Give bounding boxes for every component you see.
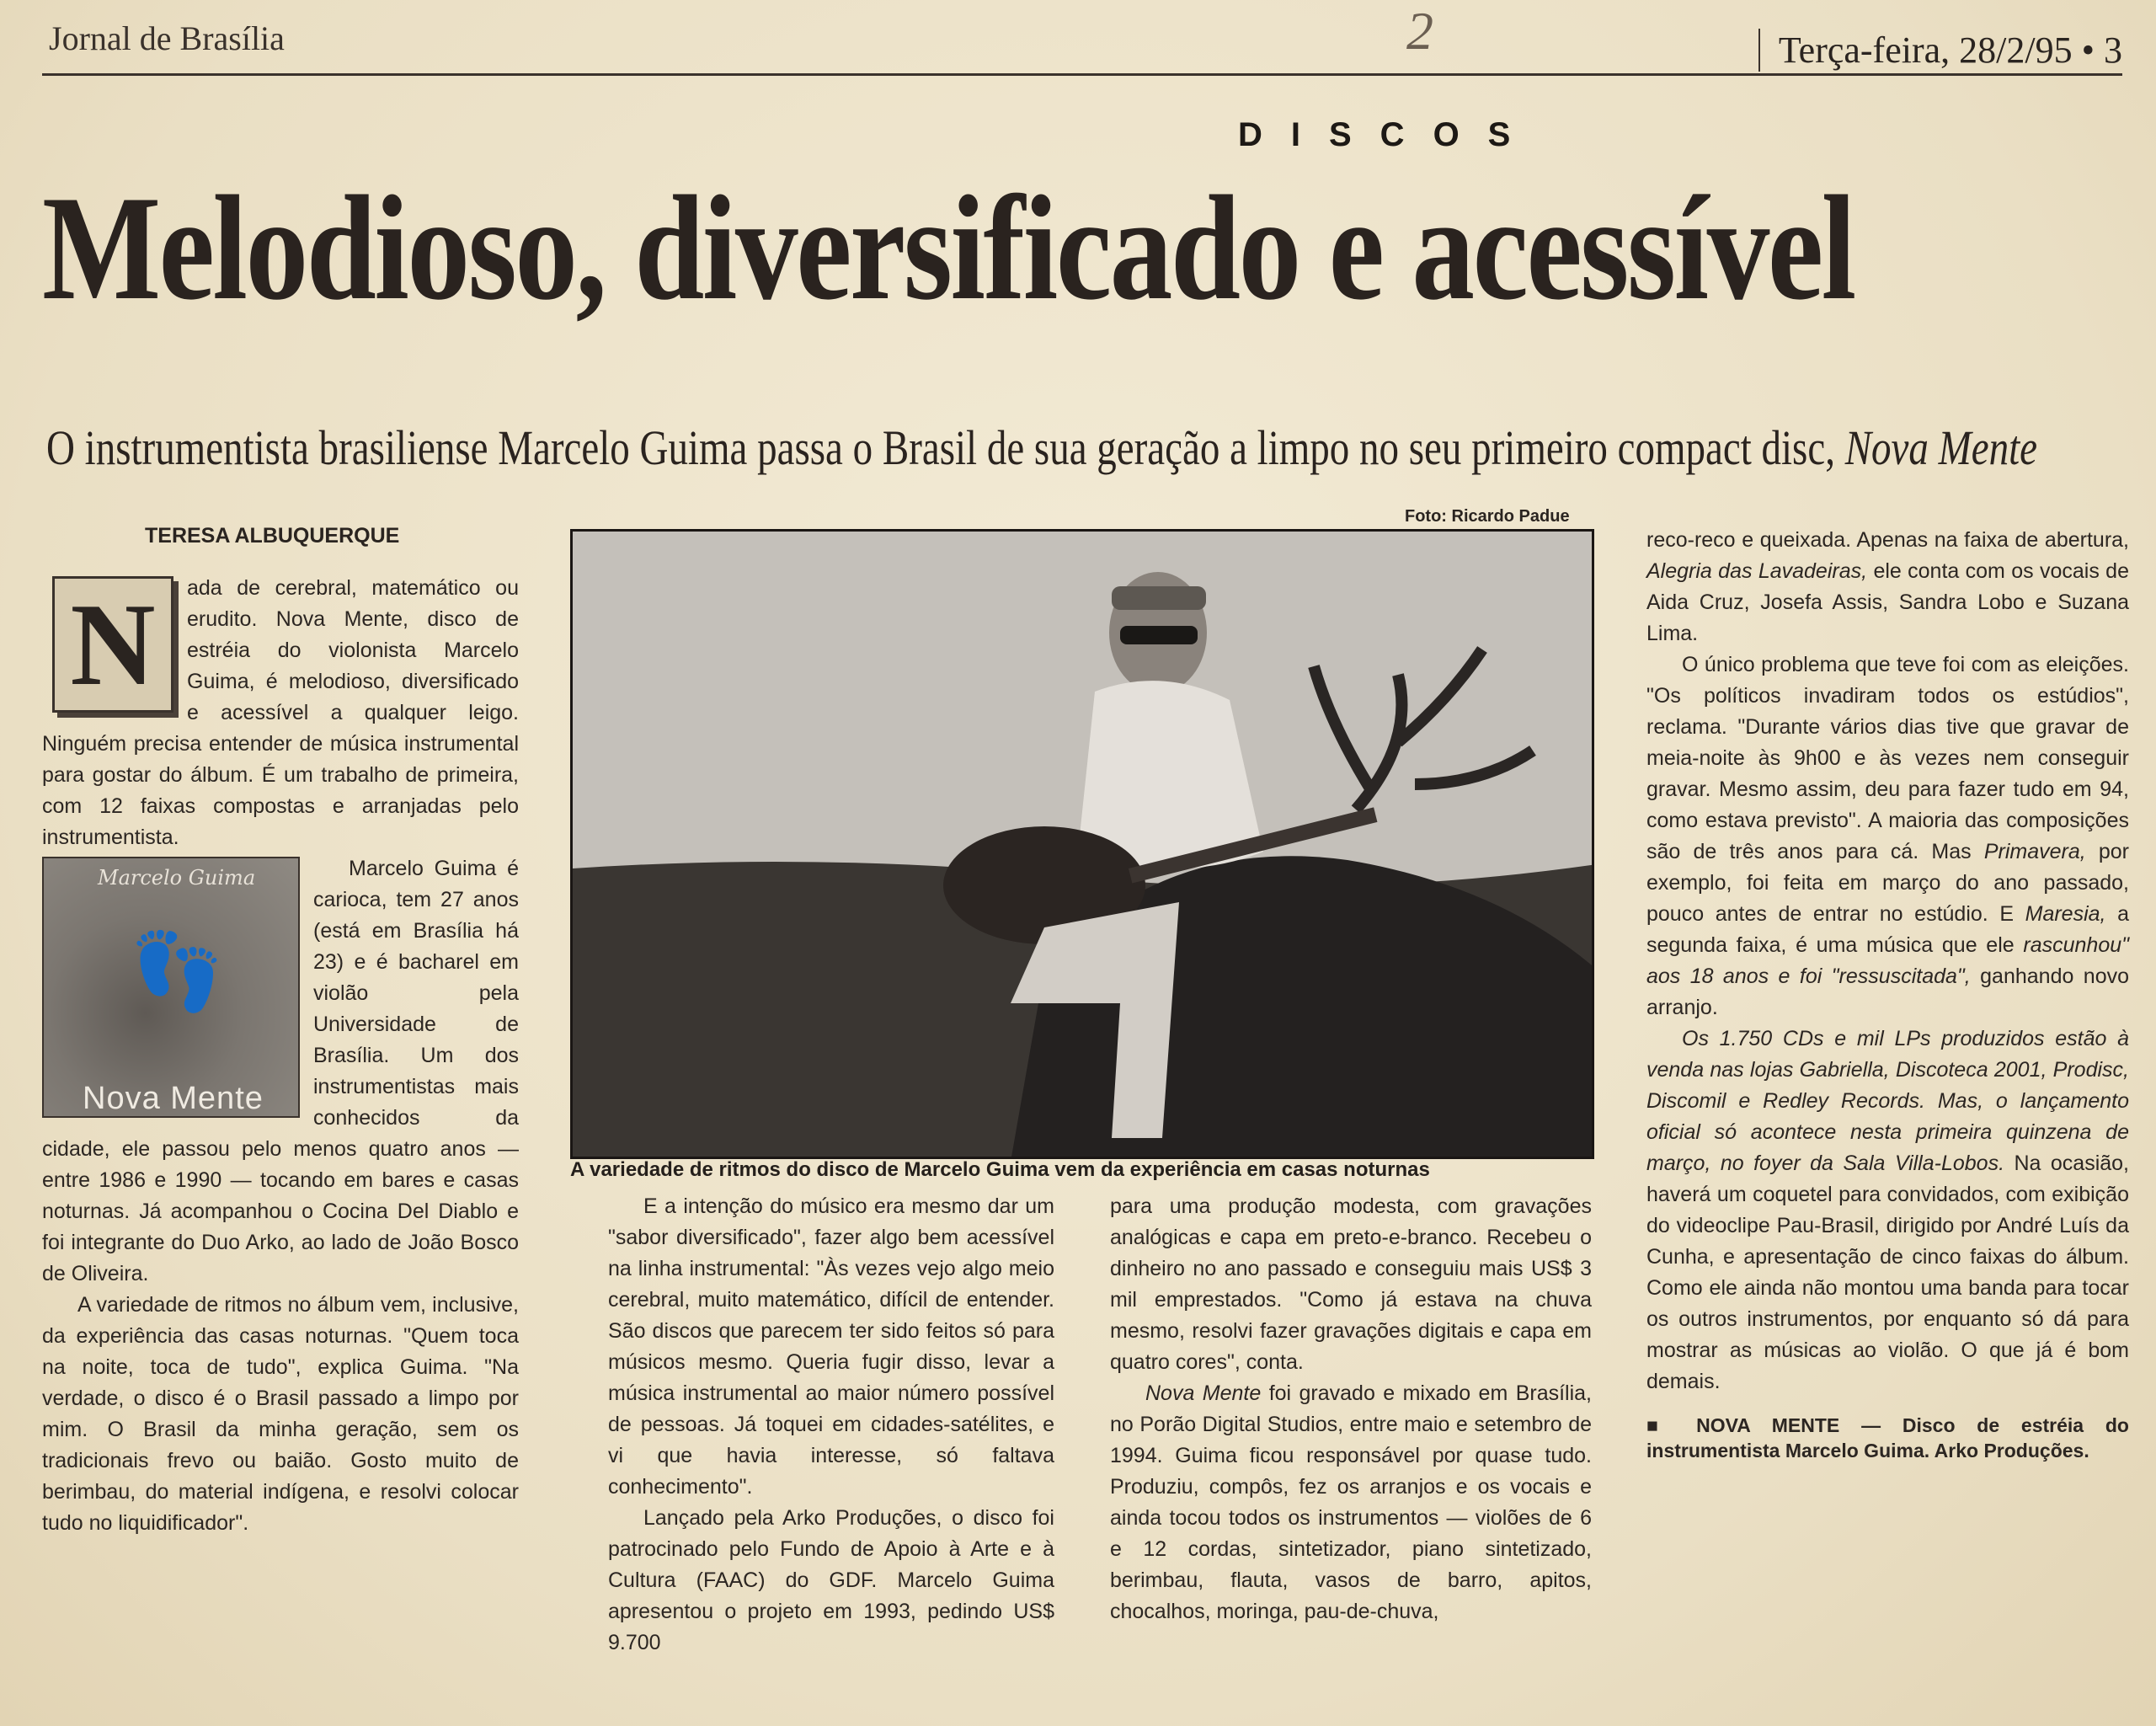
masthead <box>42 0 2122 76</box>
album-cover-image <box>42 857 300 1118</box>
col4-p2-c: a segunda faixa, é uma música que ele <box>1646 902 2130 957</box>
drop-cap: N <box>52 576 173 713</box>
footprint-icon: 👣 <box>130 930 225 1014</box>
musician-photo-illustration <box>573 532 1594 1159</box>
col3-paragraph-2 <box>1110 1378 1592 1627</box>
column-4 <box>1646 525 2129 1463</box>
section-kicker: DISCOS <box>1238 116 1540 153</box>
col4-p2-a: O único problema que teve foi com as eleições. "Os políticos invadiram todos os estúdios", reclama. "Durante vários dias tive que gravar de meia-noite às 9h00 e às vezes nem conseguir gravar. Mesmo assim, deu para fazer tudo em 94, como estava previsto". A maioria das composições são de três anos para cá. Mas <box>1646 653 2129 863</box>
photo-musician-headband <box>1112 586 1206 610</box>
paper-name: Jornal de Brasília <box>49 19 285 57</box>
photo-credit: Foto: Ricardo Padue <box>1405 507 1570 526</box>
subhead-album-title: Nova Mente <box>1844 420 2037 475</box>
col3-paragraph-1: para uma produção modesta, com gravações analógicas e capa em preto-e-branco. Recebeu o dinheiro no ano passado e conseguiu mais US$ 3 mil emprestados. "Como já estava na chuva mesmo, resolvi fazer gravações digitais e capa em quatro cores", conta. <box>1110 1194 1592 1374</box>
col1-paragraph-2-text: Marcelo Guima é carioca, tem 27 anos (está em Brasília há 23) e é bacharel em violão pela Universidade de Brasília. Um dos instrumentistas mais conhecidos da cidade, ele passou pelo menos quatro anos — entre 1986 e 1990 — tocando em bares e casas noturnas. Já acompanhou o Cocina Del Diablo e foi integrante do Duo Arko, ao lado de João Bosco de Oliveira. <box>42 857 519 1285</box>
col4-track-title: Alegria das Lavadeiras, <box>1646 559 1868 583</box>
album-info-note: ■ NOVA MENTE — Disco de estréia do instrumentista Marcelo Guima. Arko Produções. <box>1646 1414 2129 1461</box>
headline: Melodioso, diversificado e acessível <box>42 164 1854 331</box>
subhead-text: O instrumentista brasiliense Marcelo Guima passa o Brasil de sua geração a limpo no seu primeiro compact disc, <box>46 420 1835 475</box>
issue-date: Terça-feira, 28/2/95 • 3 <box>1758 29 2122 72</box>
album-cover-title: Nova Mente <box>83 1081 264 1116</box>
col4-p2-italic-quote: rascunhou" aos 18 anos e foi "ressuscitada", <box>1646 933 2129 988</box>
col3-album-title: Nova Mente <box>1145 1381 1262 1405</box>
col1-paragraph-2 <box>42 853 519 1290</box>
col4-p1-a: reco-reco e queixada. Apenas na faixa de abertura, <box>1646 528 2129 552</box>
col1-paragraph-3: A variedade de ritmos no álbum vem, inclusive, da experiência das casas noturnas. "Quem toca na noite, toca de tudo", explica Guima. "Na verdade, o disco é o Brasil passado a limpo por mim. O Brasil da minha geração, sem os tradicionais frevo ou baião. Gosto muito de berimbau, do material indígena, e resolvi colocar tudo no liquidificador". <box>42 1293 519 1535</box>
col4-paragraph-2 <box>1646 649 2129 1023</box>
column-3 <box>1110 1191 1592 1627</box>
subheadline <box>46 419 2037 476</box>
col4-track-maresia: Maresia, <box>2025 902 2106 926</box>
photo-musician-sunglasses <box>1120 626 1198 644</box>
byline: TERESA ALBUQUERQUE <box>145 524 400 548</box>
col4-p3-text: Na ocasião, haverá um coquetel para convidados, com exibição do videoclipe Pau-Brasil, dirigido por André Luís da Cunha, e apresentação de cinco faixas do álbum. Como ele ainda não montou uma banda para tocar os outros instrumentos, por enquanto só dá para mostrar as músicas ao violão. O que já é bom demais. <box>1646 1152 2129 1393</box>
col3-paragraph-2-text: foi gravado e mixado em Brasília, no Porão Digital Studios, entre maio e setembro de 1994. Guima ficou responsável por quase tudo. Produziu, compôs, fez os arranjos e os vocais e ainda tocou todos os instrumentos — violões de 6 e 12 cordas, sintetizador, piano sintetizado, berimbau, flauta, vasos de barro, apitos, chocalhos, moringa, pau-de-chuva, <box>1110 1381 1593 1623</box>
col4-p1-b: ele conta com os vocais de Aida Cruz, Josefa Assis, Sandra Lobo e Suzana Lima. <box>1646 559 2129 645</box>
photo-caption: A variedade de ritmos do disco de Marcelo Guima vem da experiência em casas noturnas <box>570 1158 1430 1181</box>
col4-paragraph-3 <box>1646 1023 2129 1397</box>
col2-paragraph-2: Lançado pela Arko Produções, o disco foi patrocinado pelo Fundo de Apoio à Arte e à Cultura (FAAC) do GDF. Marcelo Guima apresentou o projeto em 1993, pedindo US$ 9.700 <box>608 1506 1054 1654</box>
article-photo <box>570 529 1594 1159</box>
section-mark: 2 <box>1406 1 1433 61</box>
column-1 <box>42 573 519 1539</box>
col2-paragraph-1: E a intenção do músico era mesmo dar um "sabor diversificado", fazer algo bem acessível na linha instrumental: "Às vezes vejo algo meio cerebral, muito matemático, difícil de entender. São discos que parecem ter sido feitos só para músicos mesmo. Queria fugir disso, levar a música instrumental ao maior número possível de pessoas. Já toquei em cidades-satélites, e vi que havia interesse, só faltava conhecimento". <box>608 1194 1054 1499</box>
album-cover-artist: Marcelo Guima <box>98 866 256 890</box>
col4-track-primavera: Primavera, <box>1983 840 2086 863</box>
col4-p3-italic: Os 1.750 CDs e mil LPs produzidos estão à venda nas lojas Gabriella, Discoteca 2001, Prodisc, Discomil e Redley Records. Mas, o lançamento oficial só acontece nesta primeira quinzena de março, no foyer da Sala Villa-Lobos. <box>1646 1027 2129 1175</box>
column-2 <box>608 1191 1054 1659</box>
col4-p2-d: ganhando novo arranjo. <box>1646 965 2130 1019</box>
col4-p2-b: por exemplo, foi feita em março do ano passado, pouco antes de entrar no estúdio. E <box>1646 840 2129 926</box>
col4-paragraph-1 <box>1646 525 2129 649</box>
col1-paragraph-1: ada de cerebral, matemático ou erudito. Nova Mente, disco de estréia do violonista Marcelo Guima, é melodioso, diversificado e acessível a qualquer leigo. Ninguém precisa entender de música instrumental para gostar do álbum. É um trabalho de primeira, com 12 faixas compostas e arranjadas pelo instrumentista. <box>42 576 519 849</box>
